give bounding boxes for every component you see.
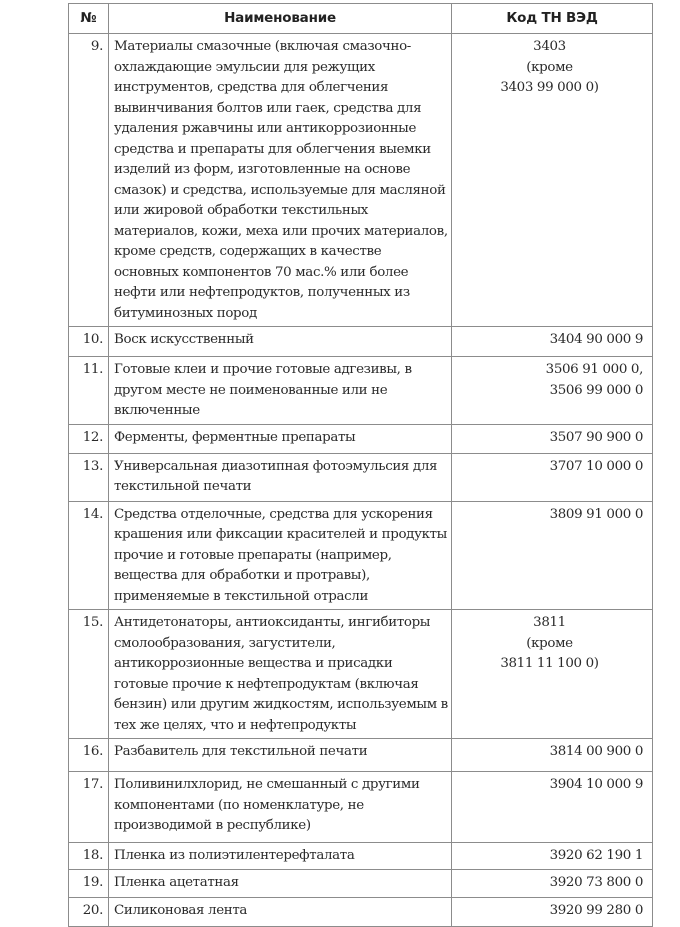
row-code-line: 3920 62 190 1 xyxy=(549,848,643,863)
row-code-line: 3920 73 800 0 xyxy=(549,875,643,890)
row-name-text: Ферменты, ферментные препараты xyxy=(114,429,356,445)
row-name xyxy=(109,34,452,327)
row-code-line: 3809 91 000 0 xyxy=(549,506,643,522)
table-row xyxy=(69,501,653,610)
row-code xyxy=(452,453,653,501)
row-code xyxy=(452,501,653,610)
row-name-text: Разбавитель для текстильной печати xyxy=(114,744,368,759)
row-number: 14. xyxy=(69,501,109,610)
row-name xyxy=(109,772,452,843)
row-name xyxy=(109,898,452,927)
row-name-text: Готовые клеи и прочие готовые адгезивы, в другом месте не поименованные или не включенные xyxy=(114,362,412,418)
row-code-line: 3811 xyxy=(533,615,566,630)
row-code xyxy=(452,870,653,898)
row-code-line: 3811 11 100 0) xyxy=(500,656,599,671)
row-name-text: Материалы смазочные (включая смазочно-охлаждающие эмульсии для режущих инструментов, средства для облегчения вывинчивания болтов или гаек, средства для удаления ржавчины или антикоррозионные средства и препараты для облегчения выемки изделий из форм, изготовленные на основе смазок) и средства, используемые для масляной или жировой обработки текстильных материалов, кожи, меха или прочих материалов, кроме средств, содержащих в качестве основных компонентов 70 мас.% или более нефти или нефтепродуктов, полученных из битуминозных пород xyxy=(114,39,448,321)
row-number: 20. xyxy=(69,898,109,927)
row-number: 18. xyxy=(69,843,109,870)
row-name xyxy=(109,870,452,898)
table-body xyxy=(69,34,653,927)
row-code-line: 3403 xyxy=(533,39,566,54)
row-code-line: 3707 10 000 0 xyxy=(549,458,643,474)
table-row xyxy=(69,870,653,898)
row-code-line: 3403 99 000 0) xyxy=(500,80,599,95)
row-name xyxy=(109,843,452,870)
tnved-goods-table xyxy=(68,3,653,927)
row-number: 17. xyxy=(69,772,109,843)
row-name xyxy=(109,501,452,610)
row-name-text: Универсальная диазотипная фотоэмульсия для текстильной печати xyxy=(114,458,438,494)
row-code-line: (кроме xyxy=(526,59,573,75)
row-name-text: Силиконовая лента xyxy=(114,903,248,918)
table-row xyxy=(69,843,653,870)
row-code-line: 3507 90 900 0 xyxy=(549,429,643,445)
row-name xyxy=(109,357,452,425)
row-code-line: 3814 00 900 0 xyxy=(549,744,643,759)
table-row xyxy=(69,34,653,327)
row-name-text: Антидетонаторы, антиоксиданты, ингибиторы смолообразования, загустители, антикоррозионные вещества и присадки готовые прочие к нефтепродуктам (включая бензин) или другим жидкостям, используемым в тех же целях, что и нефтепродукты xyxy=(114,615,448,733)
row-code-line: 3920 99 280 0 xyxy=(549,903,643,918)
header-row xyxy=(69,4,653,34)
row-number: 15. xyxy=(69,610,109,739)
row-name-text: Средства отделочные, средства для ускорения крашения или фиксации красителей и продукты прочие и готовые препараты (например, вещества для обработки и протравы), применяемые в текстильной отрасли xyxy=(114,506,447,604)
row-name xyxy=(109,739,452,772)
row-code xyxy=(452,357,653,425)
row-number: 12. xyxy=(69,424,109,453)
table-row xyxy=(69,772,653,843)
row-name-text: Воск искусственный xyxy=(114,332,254,347)
row-code xyxy=(452,898,653,927)
row-code xyxy=(452,843,653,870)
row-code-line: 3904 10 000 9 xyxy=(549,777,643,792)
row-code-line: (кроме xyxy=(526,635,573,651)
row-name-text: Поливинилхлорид, не смешанный с другими компонентами (по номенклатуре, не производимой в республике) xyxy=(114,777,420,833)
row-number: 9. xyxy=(69,34,109,327)
row-code-line: 3506 91 000 0, xyxy=(545,362,643,377)
table-row xyxy=(69,327,653,357)
row-name xyxy=(109,610,452,739)
table-row xyxy=(69,357,653,425)
row-number: 19. xyxy=(69,870,109,898)
row-name-text: Пленка из полиэтилентерефталата xyxy=(114,848,355,863)
table-row xyxy=(69,453,653,501)
row-code-line: 3404 90 000 9 xyxy=(549,332,643,347)
row-code-line: 3506 99 000 0 xyxy=(549,382,643,398)
row-code xyxy=(452,327,653,357)
row-name xyxy=(109,327,452,357)
row-number: 10. xyxy=(69,327,109,357)
row-code xyxy=(452,424,653,453)
row-code xyxy=(452,739,653,772)
header-code: Код ТН ВЭД xyxy=(452,4,653,34)
row-code xyxy=(452,610,653,739)
row-name xyxy=(109,453,452,501)
table-header xyxy=(69,4,653,34)
row-number: 11. xyxy=(69,357,109,425)
row-name-text: Пленка ацетатная xyxy=(114,875,239,890)
row-number: 13. xyxy=(69,453,109,501)
header-name: Наименование xyxy=(109,4,452,34)
row-name xyxy=(109,424,452,453)
row-number: 16. xyxy=(69,739,109,772)
table-row xyxy=(69,898,653,927)
table-row xyxy=(69,739,653,772)
table-row xyxy=(69,610,653,739)
table-row xyxy=(69,424,653,453)
row-code xyxy=(452,772,653,843)
header-number: № xyxy=(69,4,109,34)
row-code xyxy=(452,34,653,327)
